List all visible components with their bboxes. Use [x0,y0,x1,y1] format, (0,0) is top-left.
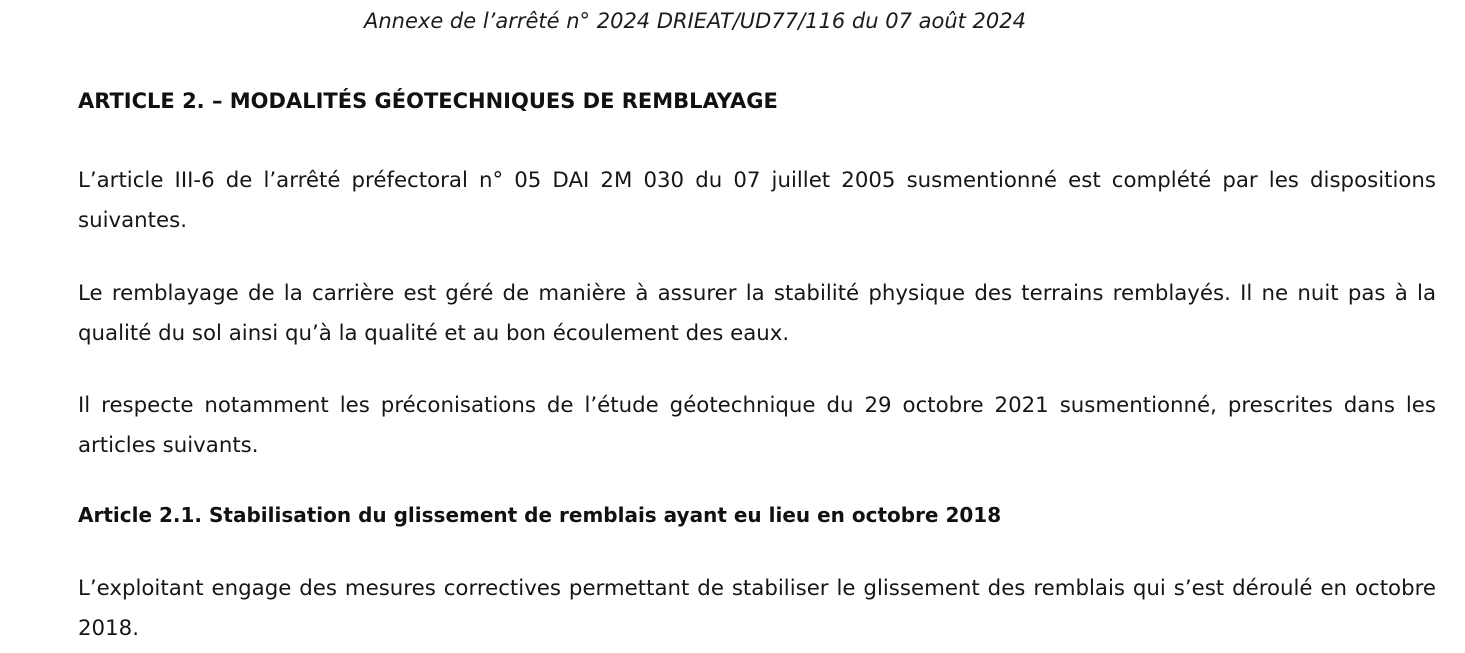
annex-reference-header: Annexe de l’arrêté n° 2024 DRIEAT/UD77/116 du 07 août 2024 [363,9,1026,33]
subarticle-title: Article 2.1. Stabilisation du glissement de remblais ayant eu lieu en octobre 2018 [78,503,1002,527]
paragraph-geotechnical-study: Il respecte notamment les préconisations de l’étude géotechnique du 29 octobre 2021 susmentionné, prescrites dans les articles suivants. [78,393,1436,458]
paragraph-corrective-measures: L’exploitant engage des mesures correctives permettant de stabiliser le glissement des remblais qui s’est déroulé en octobre 2018. [78,576,1436,641]
paragraph-article-reference: L’article III-6 de l’arrêté préfectoral n° 05 DAI 2M 030 du 07 juillet 2005 susmentionné est complété par les dispositions suivantes. [78,168,1436,233]
article-title: ARTICLE 2. – MODALITÉS GÉOTECHNIQUES DE REMBLAYAGE [78,89,778,113]
paragraph-backfill-stability: Le remblayage de la carrière est géré de manière à assurer la stabilité physique des terrains remblayés. Il ne nuit pas à la qualité du sol ainsi qu’à la qualité et au bon écoulement des eaux. [78,281,1436,346]
